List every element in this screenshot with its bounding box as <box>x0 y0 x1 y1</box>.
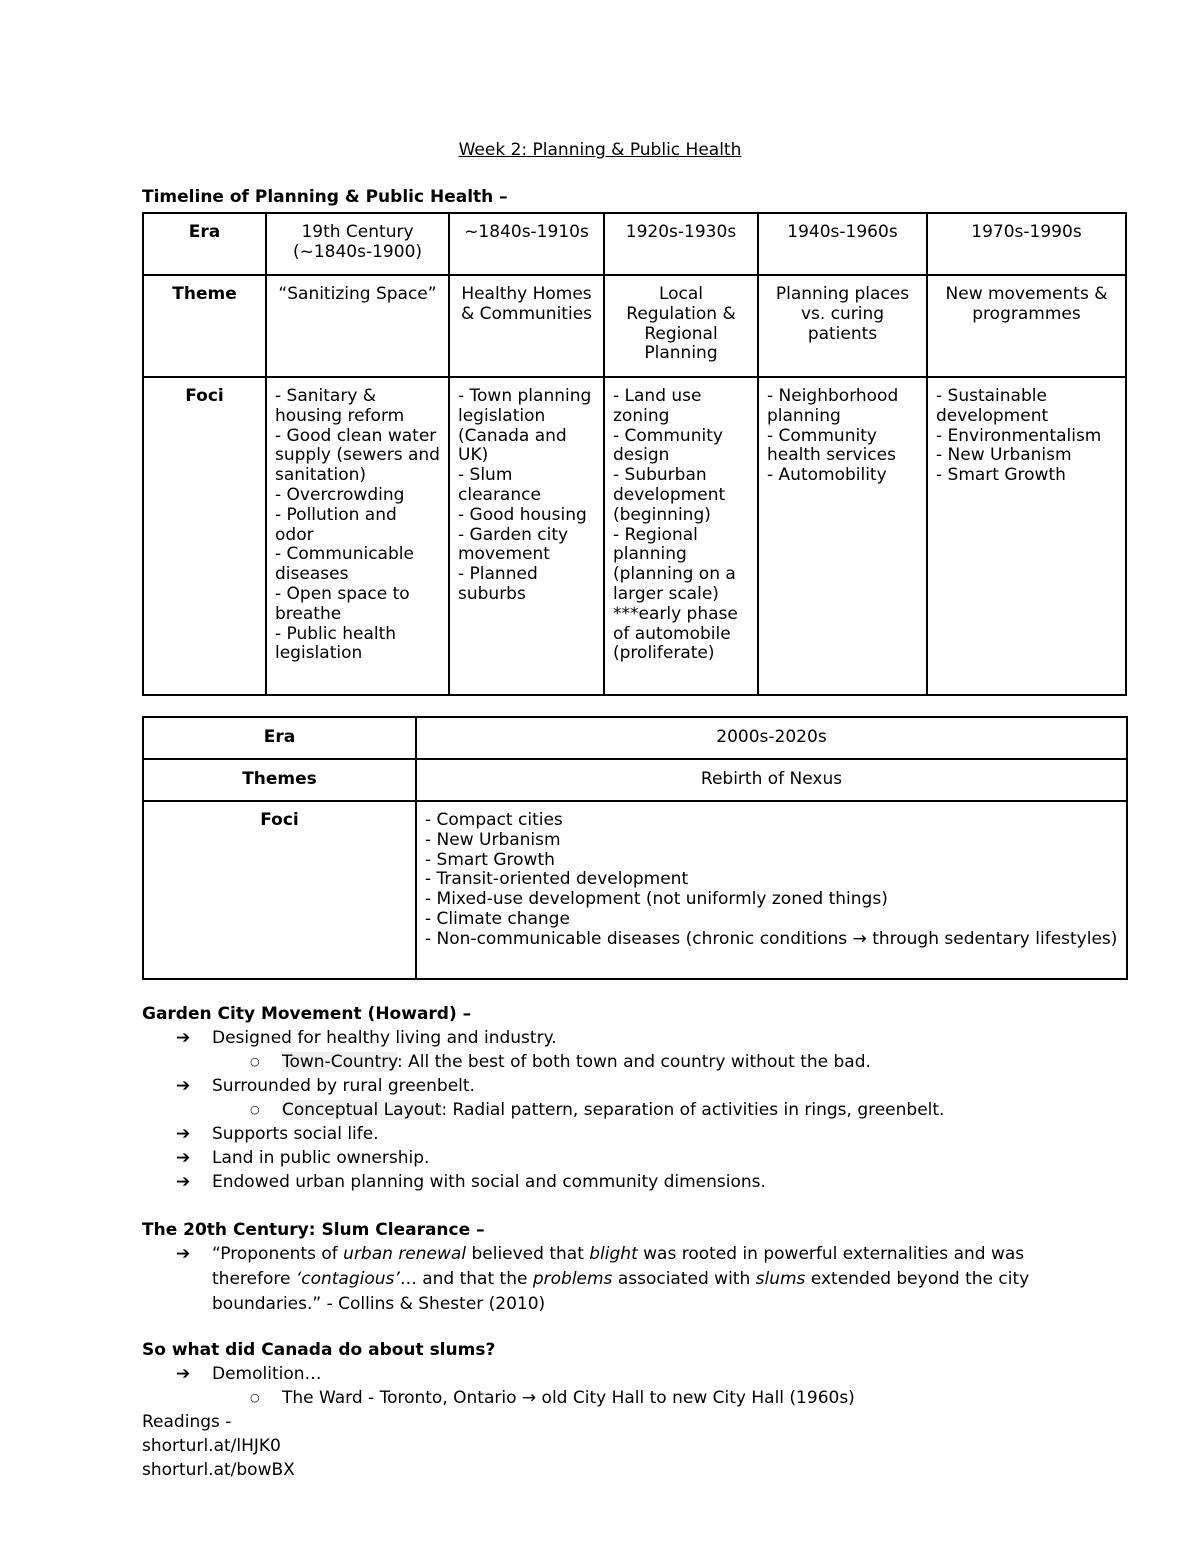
timeline-table <box>142 212 1127 696</box>
section-heading: The 20th Century: Slum Clearance – <box>142 1220 485 1240</box>
list-item: ➔ Demolition… <box>176 1364 322 1384</box>
section-heading: So what did Canada do about slums? <box>142 1340 496 1360</box>
arrow-icon: ➔ <box>176 1028 191 1048</box>
circle-bullet-icon: ○ <box>250 1103 260 1116</box>
arrow-icon: ➔ <box>176 1172 191 1192</box>
foci-item: - Planned suburbs <box>458 564 538 604</box>
foci-item: - Sanitary & housing reform <box>275 386 405 426</box>
page-title: Week 2: Planning & Public Health <box>458 140 742 160</box>
foci-item: - Sustainable development <box>936 386 1049 426</box>
foci-item: - Overcrowding <box>275 484 405 505</box>
arrow-icon: ➔ <box>176 1364 191 1384</box>
table-row <box>143 377 1126 695</box>
list-item: ➔ Designed for healthy living and industry. <box>176 1028 557 1048</box>
row-label-era: Era <box>143 213 266 275</box>
foci-item: - Town planning legislation (Canada and UK) <box>458 386 592 466</box>
foci-item: - Transit-oriented development <box>425 869 689 890</box>
term-highlight: Conceptual Layout <box>282 1100 442 1120</box>
foci-cell <box>266 377 449 695</box>
foci-item: - Public health legislation <box>275 623 397 664</box>
table-row <box>143 759 1127 801</box>
foci-item: - New Urbanism <box>425 829 561 850</box>
row-label-foci: Foci <box>143 801 416 979</box>
era-cell: 1920s-1930s <box>604 213 758 275</box>
foci-cell <box>416 801 1127 979</box>
table-row <box>143 717 1127 759</box>
theme-cell: Planning places vs. curing patients <box>758 275 927 377</box>
quote-text: “Proponents of urban renewal believed that blight was rooted in powerful externalities and was therefore ‘contagious’… and that the problems associated with slums extended beyond the city boundaries.” - Collins & Shester (2010) <box>212 1244 1030 1314</box>
foci-item: - Community design <box>613 425 723 466</box>
list-item: ➔ Land in public ownership. <box>176 1148 430 1168</box>
foci-item: - Pollution and odor <box>275 504 397 545</box>
foci-item: - Suburban development (beginning) <box>613 465 726 525</box>
foci-item: - Compact cities <box>425 810 563 830</box>
foci-cell <box>449 377 604 695</box>
foci-item: - Smart Growth <box>425 849 555 870</box>
row-label-theme: Theme <box>143 275 266 377</box>
term-highlight: Town-Country <box>282 1052 398 1072</box>
foci-item: - Neighborhood planning <box>767 386 899 426</box>
list-item: ➔ Supports social life. <box>176 1124 379 1144</box>
table-row <box>143 275 1126 377</box>
foci-item: - Community health services <box>767 425 896 466</box>
section-heading: Garden City Movement (Howard) – <box>142 1004 472 1024</box>
foci-item: - Regional planning (planning on a larger scale) <box>613 524 736 604</box>
era-cell: 1940s-1960s <box>758 213 927 275</box>
list-item: ○ Conceptual Layout: Radial pattern, separation of activities in rings, greenbelt. <box>250 1100 945 1120</box>
arrow-icon: ➔ <box>176 1124 191 1144</box>
foci-item: - Environmentalism <box>936 425 1102 446</box>
foci-item: - New Urbanism <box>936 445 1072 466</box>
foci-item: - Good housing <box>458 504 587 525</box>
reading-link[interactable]: shorturl.at/lHJK0 <box>142 1436 281 1456</box>
list-item: ○ The Ward - Toronto, Ontario → old City Hall to new City Hall (1960s) <box>250 1388 855 1408</box>
row-label-era: Era <box>143 717 416 759</box>
foci-item: - Open space to breathe <box>275 583 410 624</box>
theme-cell: Local Regulation & Regional Planning <box>604 275 758 377</box>
table-row <box>143 801 1127 979</box>
theme-cell: Rebirth of Nexus <box>416 759 1127 801</box>
foci-item: - Smart Growth <box>936 465 1066 486</box>
theme-cell: Healthy Homes & Communities <box>449 275 604 377</box>
reading-link[interactable]: shorturl.at/bowBX <box>142 1460 295 1480</box>
list-item: ➔ Endowed urban planning with social and community dimensions. <box>176 1172 766 1192</box>
foci-item: - Communicable diseases <box>275 544 414 585</box>
era-cell: ~1840s-1910s <box>449 213 604 275</box>
era-cell: 1970s-1990s <box>927 213 1126 275</box>
quote-item <box>142 1242 1058 1317</box>
era-cell: 19th Century (~1840s-1900) <box>266 213 449 275</box>
circle-bullet-icon: ○ <box>250 1391 260 1404</box>
era-cell: 2000s-2020s <box>416 717 1127 759</box>
circle-bullet-icon: ○ <box>250 1055 260 1068</box>
row-label-foci: Foci <box>143 377 266 695</box>
arrow-icon: ➔ <box>176 1148 191 1168</box>
theme-cell: New movements & programmes <box>927 275 1126 377</box>
timeline-heading: Timeline of Planning & Public Health – <box>142 187 508 207</box>
slum-clearance-section <box>142 1218 1132 1317</box>
theme-cell: “Sanitizing Space” <box>266 275 449 377</box>
foci-item: ***early phase of automobile (proliferate) <box>613 603 738 664</box>
list-item: ○ Town-Country: All the best of both town and country without the bad. <box>250 1052 871 1072</box>
foci-item: - Non-communicable diseases (chronic conditions → through sedentary lifestyles) <box>425 928 1118 949</box>
table-row <box>143 213 1126 275</box>
foci-item: - Good clean water supply (sewers and sanitation) <box>275 425 440 486</box>
readings-label: Readings - <box>142 1412 232 1432</box>
list-item: ➔ Surrounded by rural greenbelt. <box>176 1076 475 1096</box>
foci-cell <box>758 377 927 695</box>
modern-era-table <box>142 716 1128 980</box>
foci-item: - Mixed-use development (not uniformly zoned things) <box>425 889 888 910</box>
foci-item: - Climate change <box>425 908 570 929</box>
foci-cell <box>927 377 1126 695</box>
arrow-icon: ➔ <box>176 1244 191 1264</box>
foci-item: - Garden city movement <box>458 524 569 565</box>
arrow-icon: ➔ <box>176 1076 191 1096</box>
foci-item: - Land use zoning <box>613 386 702 426</box>
canada-section <box>142 1338 1132 1482</box>
foci-cell <box>604 377 758 695</box>
garden-city-section <box>142 1002 1132 1194</box>
foci-item: - Automobility <box>767 465 887 486</box>
foci-item: - Slum clearance <box>458 465 541 505</box>
row-label-themes: Themes <box>143 759 416 801</box>
